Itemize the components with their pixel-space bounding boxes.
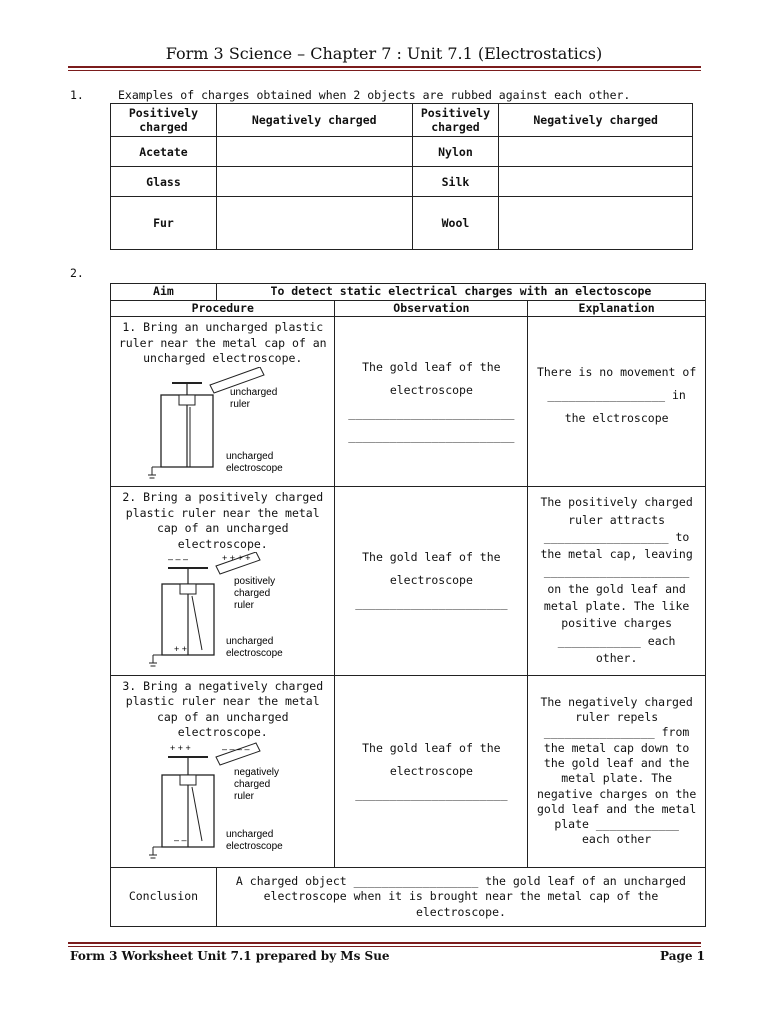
explanation-line: The negatively charged <box>540 694 693 709</box>
observation-cell <box>335 675 528 868</box>
answer-cell[interactable] <box>216 137 412 167</box>
table-row <box>111 487 706 676</box>
explanation-line: other. <box>595 650 638 665</box>
table-header-row <box>111 300 706 317</box>
aim-text: To detect static electrical charges with an electoscope <box>216 284 705 301</box>
explanation-line: each other <box>582 832 652 847</box>
ruler-label-line3: ruler <box>233 790 254 802</box>
column-header: Observation <box>335 300 528 317</box>
explanation-blank[interactable]: plate ____________ <box>554 817 679 832</box>
explanation-line: ruler attracts <box>568 512 666 527</box>
explanation-cell <box>528 675 706 868</box>
procedure-cell <box>111 675 335 868</box>
material-cell: Nylon <box>412 137 499 167</box>
page-number: Page 1 <box>660 949 706 963</box>
column-header: Positively charged <box>412 104 499 137</box>
procedure-cell <box>111 487 335 676</box>
observation-blank[interactable]: ________________________ <box>348 428 515 443</box>
observation-blank[interactable]: ______________________ <box>355 786 508 801</box>
ruler-label-line1: positively <box>233 576 275 587</box>
observation-line: electroscope <box>389 763 473 778</box>
aim-label: Aim <box>111 284 217 301</box>
procedure-text: 3. Bring a negatively charged plastic ruler near the metal cap of an uncharged electroscope. <box>122 678 324 739</box>
explanation-line: the gold leaf and the <box>543 755 690 770</box>
observation-line: electroscope <box>389 573 473 588</box>
material-cell: Wool <box>412 197 499 250</box>
explanation-line: metal plate. The like <box>543 599 690 614</box>
footer-rule <box>68 942 701 944</box>
cap-charges-label: + + + <box>169 742 191 753</box>
procedure-text: 2. Bring a positively charged plastic ruler near the metal cap of an uncharged electroscope. <box>122 490 324 551</box>
electroscope-label <box>226 636 283 659</box>
observation-line: The gold leaf of the <box>362 359 501 374</box>
electroscope-label-line1: uncharged <box>225 828 273 840</box>
explanation-line: The positively charged <box>540 495 693 510</box>
explanation-line: positive charges <box>561 616 673 631</box>
ruler-charges-label: + + + + <box>221 553 251 563</box>
column-header: Negatively charged <box>216 104 412 137</box>
electroscope-label-line2: electroscope <box>225 648 283 659</box>
ruler-label-line3: ruler <box>233 600 254 611</box>
electroscope-table <box>110 283 706 927</box>
answer-cell[interactable] <box>499 167 693 197</box>
electroscope-diagram <box>138 552 308 670</box>
answer-cell[interactable] <box>499 197 693 250</box>
table-row <box>111 675 706 868</box>
leaf-charges-label: – – <box>173 834 187 845</box>
page-title: Form 3 Science – Chapter 7 : Unit 7.1 (Electrostatics) <box>165 44 603 63</box>
explanation-blank[interactable]: _____________________ <box>543 564 690 579</box>
observation-cell <box>335 487 528 676</box>
material-cell: Acetate <box>111 137 217 167</box>
explanation-blank[interactable]: ________________ from <box>543 725 690 740</box>
footer-rule-thin <box>68 946 701 947</box>
explanation-line: the elctroscope <box>564 411 669 425</box>
explanation-line: ruler repels <box>575 710 659 725</box>
explanation-line: metal plate. The <box>561 771 673 786</box>
ruler-label-line2: charged <box>233 588 270 599</box>
procedure-cell <box>111 317 335 487</box>
electroscope-label-line1: uncharged <box>225 450 273 462</box>
observation-line: electroscope <box>389 382 473 397</box>
electroscope-label <box>226 829 283 852</box>
column-header: Explanation <box>528 300 706 317</box>
ruler-label <box>234 767 279 802</box>
ruler-label-line1: uncharged <box>229 386 277 398</box>
observation-blank[interactable]: ______________________ <box>355 596 508 611</box>
electroscope-label-line1: uncharged <box>225 636 273 647</box>
charges-table <box>110 103 693 250</box>
electroscope-label-line2: electroscope <box>225 462 283 474</box>
column-header: Negatively charged <box>499 104 693 137</box>
ruler-label <box>234 576 275 611</box>
ruler-label-line1: negatively <box>233 766 279 778</box>
electroscope-label-line2: electroscope <box>225 840 283 852</box>
explanation-line: on the gold leaf and <box>547 581 686 596</box>
ruler-label-line2: charged <box>233 778 270 790</box>
conclusion-text[interactable]: A charged object __________________ the gold leaf of an uncharged electroscope when it is brought near the metal cap of the electroscope. <box>216 868 705 927</box>
header-rule <box>68 66 701 68</box>
observation-line: The gold leaf of the <box>362 740 501 755</box>
observation-cell <box>335 317 528 487</box>
electroscope-diagram <box>138 367 308 482</box>
explanation-line: There is no movement of <box>537 365 697 379</box>
material-cell: Fur <box>111 197 217 250</box>
question-2-number: 2. <box>70 266 84 280</box>
table-row <box>111 317 706 487</box>
ruler-label <box>230 387 277 410</box>
table-row <box>111 167 693 197</box>
header-rule-thin <box>68 70 701 71</box>
explanation-line: negative charges on the <box>537 786 697 801</box>
explanation-line: the metal cap, leaving <box>540 547 693 562</box>
explanation-cell <box>528 317 706 487</box>
table-row <box>111 137 693 167</box>
leaf-charges-label: + + <box>173 644 187 654</box>
explanation-cell <box>528 487 706 676</box>
material-cell: Silk <box>412 167 499 197</box>
observation-blank[interactable]: ________________________ <box>348 405 515 420</box>
electroscope-label <box>226 451 283 474</box>
explanation-line: gold leaf and the metal <box>537 801 697 816</box>
answer-cell[interactable] <box>216 197 412 250</box>
observation-line: The gold leaf of the <box>362 550 501 565</box>
footer-credit: Form 3 Worksheet Unit 7.1 prepared by Ms Sue <box>70 949 390 963</box>
conclusion-label: Conclusion <box>111 868 217 927</box>
question-1-number: 1. <box>70 88 84 102</box>
conclusion-row <box>111 868 706 927</box>
column-header: Procedure <box>111 300 335 317</box>
explanation-blank[interactable]: ____________ each <box>557 633 676 648</box>
ruler-charges-label: – – – – <box>221 743 250 754</box>
aim-row <box>111 284 706 301</box>
question-1-caption: Examples of charges obtained when 2 objects are rubbed against each other. <box>118 88 631 102</box>
column-header: Positively charged <box>111 104 217 137</box>
table-header-row <box>111 104 693 137</box>
explanation-blank[interactable]: __________________ to <box>543 529 690 544</box>
answer-cell[interactable] <box>499 137 693 167</box>
ruler-label-line2: ruler <box>229 398 250 410</box>
explanation-blank[interactable]: _________________ in <box>547 388 686 402</box>
material-cell: Glass <box>111 167 217 197</box>
table-row <box>111 197 693 250</box>
electroscope-diagram <box>138 741 308 863</box>
answer-cell[interactable] <box>216 167 412 197</box>
procedure-text: 1. Bring an uncharged plastic ruler near the metal cap of an uncharged electroscope. <box>118 320 327 365</box>
explanation-line: the metal cap down to <box>543 740 690 755</box>
cap-charges-label: – – – <box>167 554 188 564</box>
